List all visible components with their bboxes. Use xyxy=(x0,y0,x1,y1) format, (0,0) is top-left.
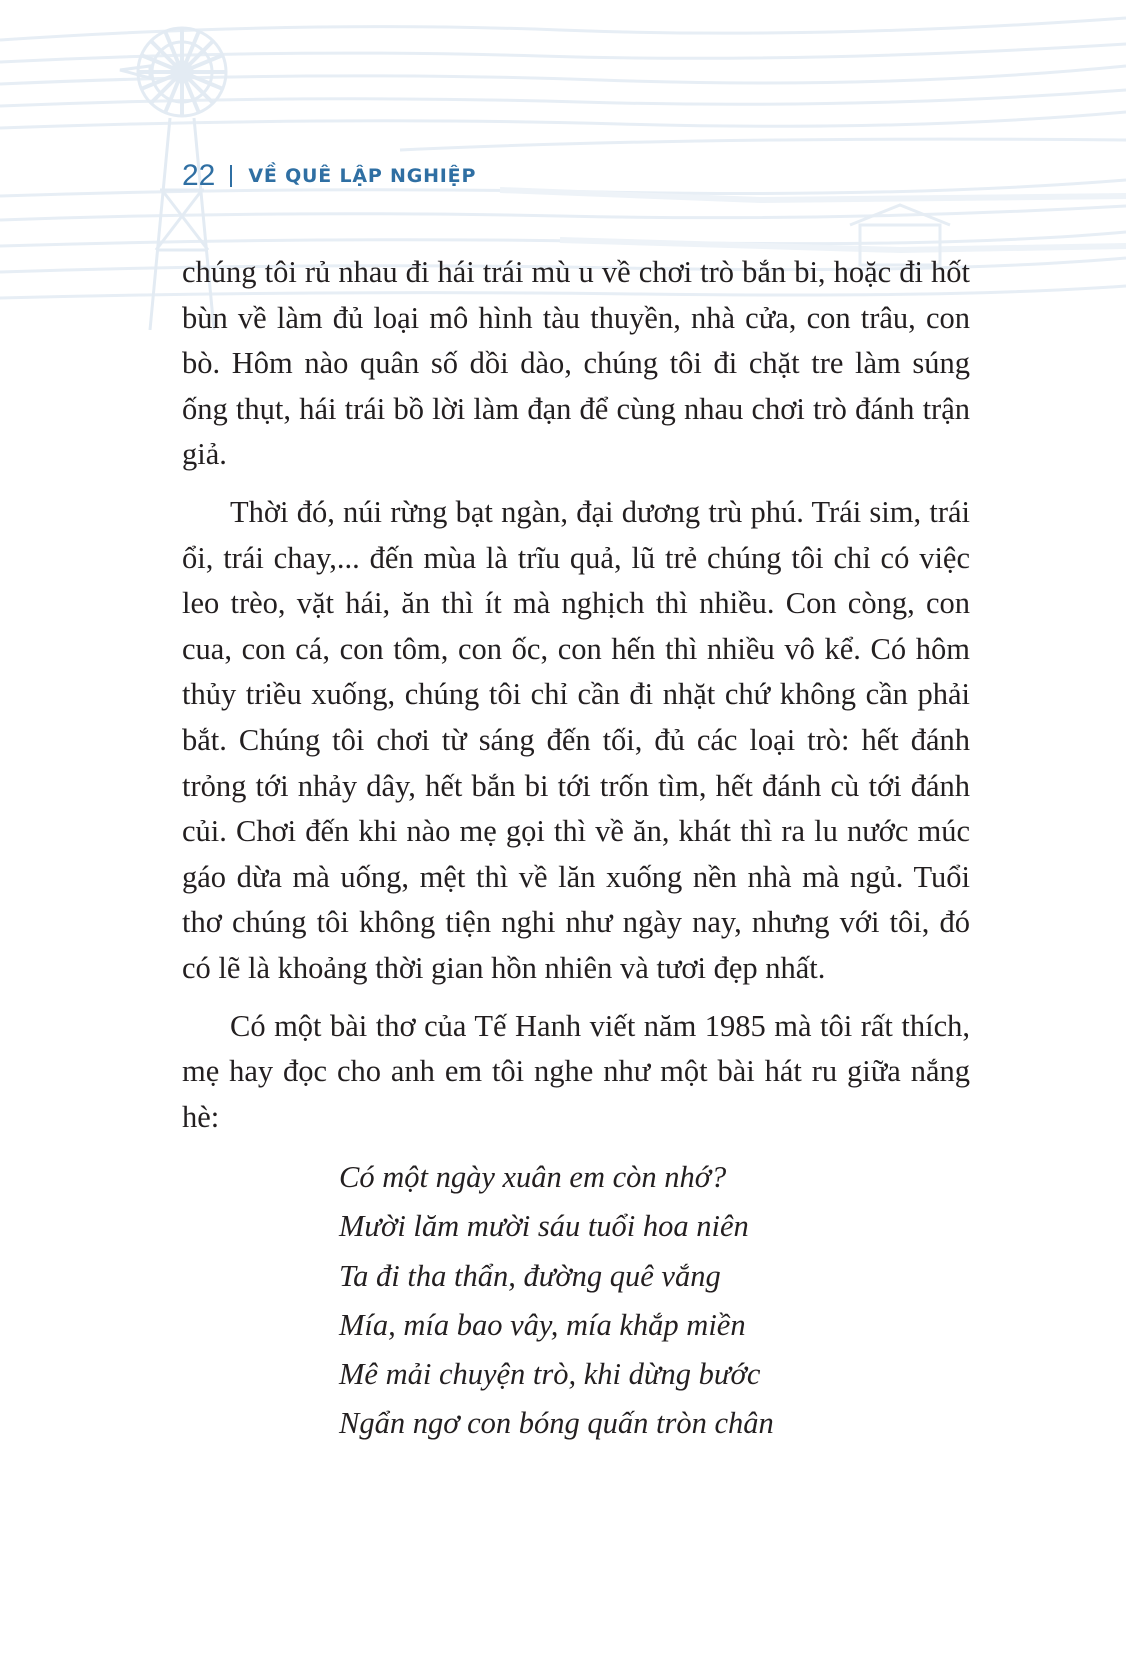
poem-line: Ngẩn ngơ con bóng quấn tròn chân xyxy=(339,1406,774,1441)
poem-line: Có một ngày xuân em còn nhớ? xyxy=(339,1160,727,1195)
header-separator xyxy=(230,165,232,187)
poem-block xyxy=(339,1153,970,1448)
page-number: 22 xyxy=(182,159,216,192)
book-title: VỀ QUÊ LẬP NGHIỆP xyxy=(248,165,477,187)
page-body xyxy=(182,250,970,1449)
body-paragraph: chúng tôi rủ nhau đi hái trái mù u về chơi trò bắn bi, hoặc đi hốt bùn về làm đủ loại mô hình tàu thuyền, nhà cửa, con trâu, con bò. Hôm nào quân số dồi dào, chúng tôi đi chặt tre làm súng ống thụt, hái trái bồ lời làm đạn để cùng nhau chơi trò đánh trận giả. xyxy=(182,255,970,472)
poem-line: Ta đi tha thẩn, đường quê vắng xyxy=(339,1258,721,1293)
body-paragraph: Có một bài thơ của Tế Hanh viết năm 1985 mà tôi rất thích, mẹ hay đọc cho anh em tôi nghe như một bài hát ru giữa nắng hè: xyxy=(182,1008,970,1134)
running-header xyxy=(182,156,476,196)
body-paragraph: Thời đó, núi rừng bạt ngàn, đại dương trù phú. Trái sim, trái ổi, trái chay,... đến mùa là trĩu quả, lũ trẻ chúng tôi chỉ có việc leo trèo, vặt hái, ăn thì ít mà nghịch thì nhiều. Con còng, con cua, con cá, con tôm, con ốc, con hến thì nhiều vô kể. Có hôm thủy triều xuống, chúng tôi chỉ cần đi nhặt chứ không cần phải bắt. Chúng tôi chơi từ sáng đến tối, đủ các loại trò: hết đánh trỏng tới nhảy dây, hết bắn bi tới trốn tìm, hết đánh cù tới đánh củi. Chơi đến khi nào mẹ gọi thì về ăn, khát thì ra lu nước múc gáo dừa mà uống, mệt thì về lăn xuống nền nhà mà ngủ. Tuổi thơ chúng tôi không tiện nghi như ngày nay, nhưng với tôi, đó có lẽ là khoảng thời gian hồn nhiên và tươi đẹp nhất. xyxy=(182,494,970,985)
poem-line: Mía, mía bao vây, mía khắp miền xyxy=(339,1307,746,1342)
poem-line: Mười lăm mười sáu tuổi hoa niên xyxy=(339,1209,749,1244)
poem-line: Mê mải chuyện trò, khi dừng bước xyxy=(339,1357,761,1392)
